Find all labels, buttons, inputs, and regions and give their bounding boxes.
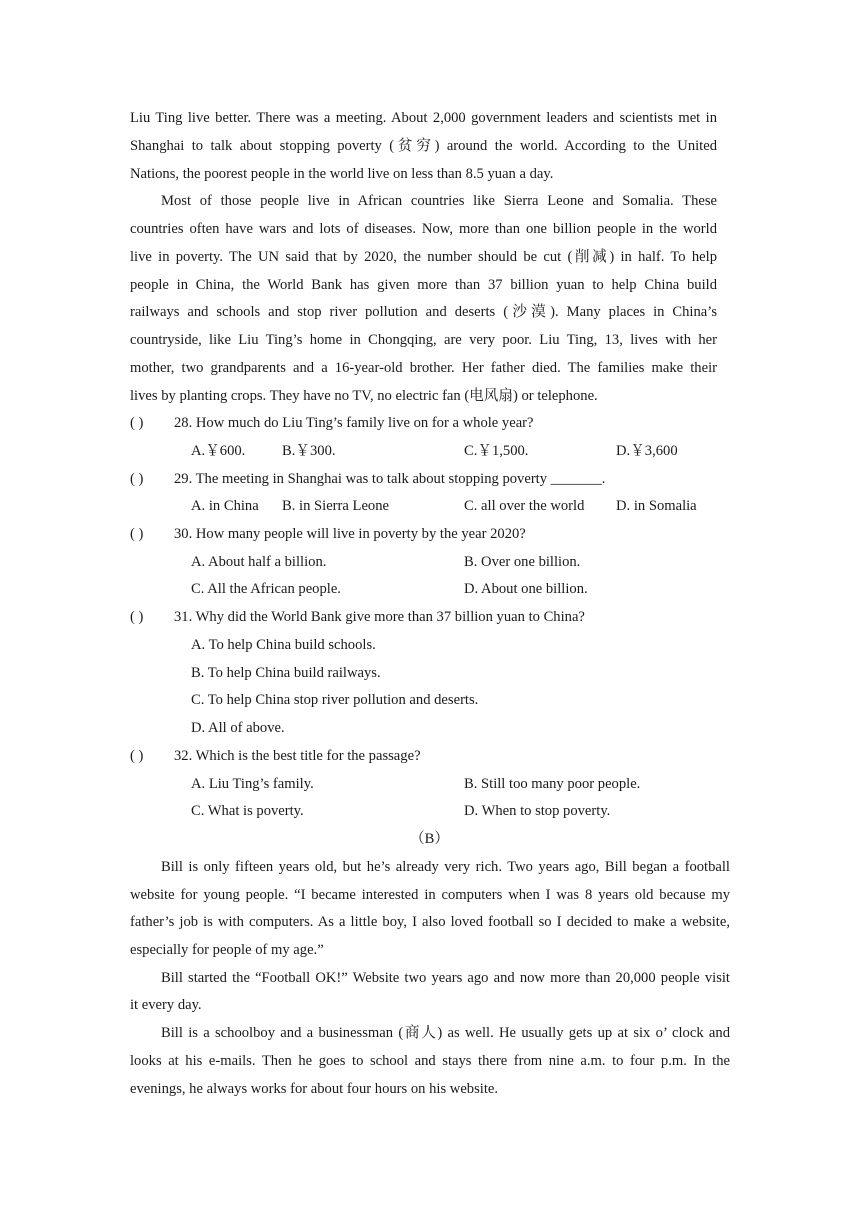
option-c[interactable]: C. To help China stop river pollution and deserts. (191, 692, 479, 708)
passage-line: lives by planting crops. They have no TV, no electric fan (电风扇) or telephone. (130, 388, 598, 404)
option-d[interactable]: D. in Somalia (616, 498, 697, 514)
answer-blank[interactable]: ( ) (130, 526, 144, 542)
passage-line: looks at his e-mails. Then he goes to school and stays there from nine a.m. to four p.m. In the (130, 1053, 730, 1069)
option-d[interactable]: D. All of above. (191, 720, 285, 736)
option-a[interactable]: A. About half a billion. (191, 554, 327, 570)
option-b[interactable]: B. in Sierra Leone (282, 498, 389, 514)
question-stem: 30. How many people will live in poverty by the year 2020? (174, 526, 526, 542)
passage-line: mother, two grandparents and a 16-year-old brother. Her father died. The families make their (130, 360, 717, 376)
passage-line: evenings, he always works for about four hours on his website. (130, 1081, 499, 1097)
option-d[interactable]: D.￥3,600 (616, 443, 678, 459)
option-a[interactable]: A. Liu Ting’s family. (191, 776, 314, 792)
option-a[interactable]: A. To help China build schools. (191, 637, 376, 653)
option-c[interactable]: C. all over the world (464, 498, 585, 514)
option-c[interactable]: C.￥1,500. (464, 443, 529, 459)
passage-line: live in poverty. The UN said that by 2020, the number should be cut (削减) in half. To help (130, 249, 717, 265)
option-b[interactable]: B. Over one billion. (464, 554, 581, 570)
option-a[interactable]: A.￥600. (191, 443, 246, 459)
question-stem: 32. Which is the best title for the passage? (174, 748, 421, 764)
answer-blank[interactable]: ( ) (130, 415, 144, 431)
passage-line: countryside, like Liu Ting’s home in Chongqing, are very poor. Liu Ting, 13, lives with her (130, 332, 717, 348)
option-d[interactable]: D. About one billion. (464, 581, 588, 597)
option-b[interactable]: B. To help China build railways. (191, 665, 381, 681)
answer-blank[interactable]: ( ) (130, 471, 144, 487)
option-c[interactable]: C. All the African people. (191, 581, 341, 597)
option-b[interactable]: B.￥300. (282, 443, 336, 459)
answer-blank[interactable]: ( ) (130, 609, 144, 625)
passage-line: railways and schools and stop river pollution and deserts (沙漠). Many places in China’s (130, 304, 717, 320)
passage-line: countries often have wars and lots of diseases. Now, more than one billion people in the world (130, 221, 717, 237)
option-b[interactable]: B. Still too many poor people. (464, 776, 641, 792)
passage-line: Shanghai to talk about stopping poverty (贫穷) around the world. According to the United (130, 138, 717, 154)
passage-line: people in China, the World Bank has given more than 37 billion yuan to help China build (130, 277, 717, 293)
passage-line: father’s job is with computers. As a little boy, I also loved football so I decided to make a website, (130, 914, 730, 930)
passage-line: Liu Ting live better. There was a meeting. About 2,000 government leaders and scientists met in (130, 110, 717, 126)
section-b-heading: （B） (410, 831, 449, 847)
option-c[interactable]: C. What is poverty. (191, 803, 304, 819)
question-stem: 31. Why did the World Bank give more than 37 billion yuan to China? (174, 609, 585, 625)
passage-line: especially for people of my age.” (130, 942, 324, 958)
passage-line: Nations, the poorest people in the world live on less than 8.5 yuan a day. (130, 166, 554, 182)
passage-line: Bill is a schoolboy and a businessman (商人) as well. He usually gets up at six o’ clock and (161, 1025, 730, 1041)
passage-line: Most of those people live in African countries like Sierra Leone and Somalia. These (161, 193, 717, 209)
passage-line: website for young people. “I became interested in computers when I was 8 years old because my (130, 887, 730, 903)
passage-line: it every day. (130, 997, 202, 1013)
answer-blank[interactable]: ( ) (130, 748, 144, 764)
passage-line: Bill started the “Football OK!” Website two years ago and now more than 20,000 people visit (161, 970, 730, 986)
question-stem: 28. How much do Liu Ting’s family live on for a whole year? (174, 415, 534, 431)
option-d[interactable]: D. When to stop poverty. (464, 803, 611, 819)
passage-line: Bill is only fifteen years old, but he’s already very rich. Two years ago, Bill began a football (161, 859, 730, 875)
question-stem: 29. The meeting in Shanghai was to talk about stopping poverty _______. (174, 471, 606, 487)
option-a[interactable]: A. in China (191, 498, 259, 514)
